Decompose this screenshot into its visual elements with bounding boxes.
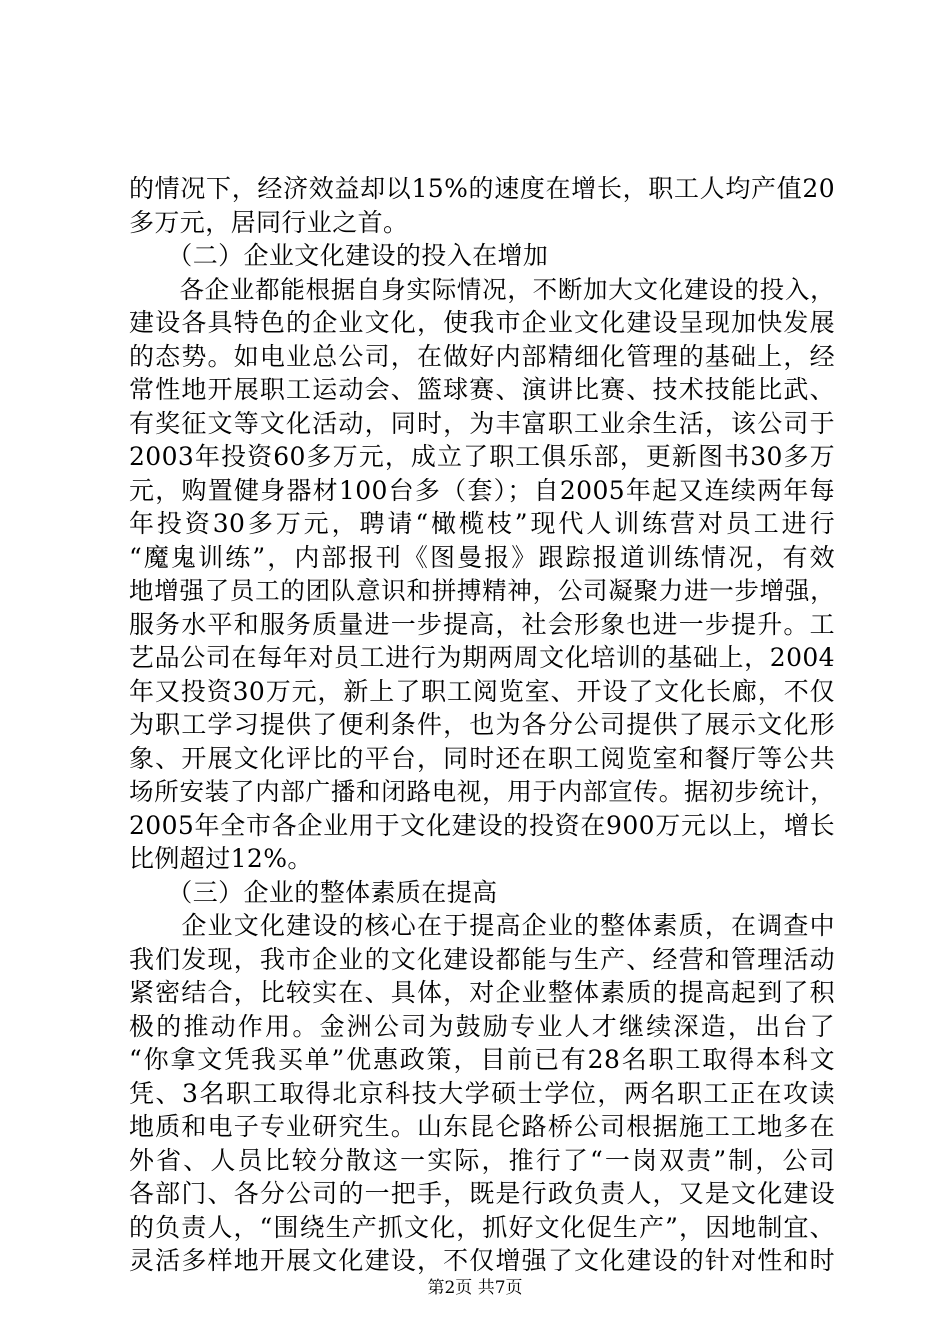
text-line: 为职工学习提供了便利条件，也为各分公司提供了展示文化形 xyxy=(129,710,835,739)
text-line: （三）企业的整体素质在提高 xyxy=(129,877,498,907)
text-line: 有奖征文等文化活动，同时，为丰富职工业余生活，该公司于 xyxy=(129,408,835,438)
text-line: 比例超过12%。 xyxy=(129,844,313,873)
text-line: 常性地开展职工运动会、篮球赛、演讲比赛、技术技能比武、 xyxy=(129,375,835,404)
text-line: 地质和电子专业研究生。山东昆仑路桥公司根据施工工地多在 xyxy=(129,1112,835,1141)
text-line: 各部门、各分公司的一把手，既是行政负责人，又是文化建设 xyxy=(129,1179,835,1208)
text-line: 2003年投资60多万元，成立了职工俱乐部，更新图书30多万 xyxy=(129,442,835,471)
text-line: 的负责人，“围绕生产抓文化，抓好文化促生产”，因地制宜、 xyxy=(129,1212,835,1242)
text-line: 建设各具特色的企业文化，使我市企业文化建设呈现加快发展 xyxy=(129,308,835,337)
text-line: 我们发现，我市企业的文化建设都能与生产、经营和管理活动 xyxy=(129,944,835,974)
text-line: 外省、人员比较分散这一实际，推行了“一岗双责”制，公司 xyxy=(129,1145,835,1175)
text-line: 的态势。如电业总公司，在做好内部精细化管理的基础上，经 xyxy=(129,341,835,371)
text-line: 凭、3名职工取得北京科技大学硕士学位，两名职工正在攻读 xyxy=(129,1078,835,1108)
text-line: 多万元，居同行业之首。 xyxy=(129,207,409,237)
text-line: 灵活多样地开展文化建设，不仅增强了文化建设的针对性和时 xyxy=(129,1246,835,1275)
text-line: 地增强了员工的团队意识和拼搏精神，公司凝聚力进一步增强， xyxy=(129,576,835,605)
text-line: 场所安装了内部广播和闭路电视，用于内部宣传。据初步统计， xyxy=(129,777,835,806)
text-line: 服务水平和服务质量进一步提高，社会形象也进一步提升。工 xyxy=(129,609,835,639)
text-line: 2005年全市各企业用于文化建设的投资在900万元以上，增长 xyxy=(129,810,835,840)
text-line: 企业文化建设的核心在于提高企业的整体素质，在调查中 xyxy=(129,911,835,940)
text-line: 元，购置健身器材100台多（套）；自2005年起又连续两年每 xyxy=(129,475,835,505)
text-line: 象、开展文化评比的平台，同时还在职工阅览室和餐厅等公共 xyxy=(129,743,835,773)
text-line: 紧密结合，比较实在、具体，对企业整体素质的提高起到了积 xyxy=(129,978,835,1007)
page-footer: 第2页 共7页 xyxy=(427,1278,523,1298)
text-line: 艺品公司在每年对员工进行为期两周文化培训的基础上，2004 xyxy=(129,643,835,672)
body-text xyxy=(129,172,835,1278)
text-line: 各企业都能根据自身实际情况，不断加大文化建设的投入， xyxy=(129,274,835,304)
text-line: “魔鬼训练”，内部报刊《图曼报》跟踪报道训练情况，有效 xyxy=(129,542,835,572)
text-line: （二）企业文化建设的投入在增加 xyxy=(129,241,549,270)
text-line: “你拿文凭我买单”优惠政策，目前已有28名职工取得本科文 xyxy=(129,1045,835,1074)
text-line: 年又投资30万元，新上了职工阅览室、开设了文化长廊，不仅 xyxy=(129,676,835,706)
text-line: 极的推动作用。金洲公司为鼓励专业人才继续深造，出台了 xyxy=(129,1011,835,1041)
text-line: 的情况下，经济效益却以15%的速度在增长，职工人均产值20 xyxy=(129,174,835,203)
text-line: 年投资30多万元，聘请“橄榄枝”现代人训练营对员工进行 xyxy=(129,509,835,538)
